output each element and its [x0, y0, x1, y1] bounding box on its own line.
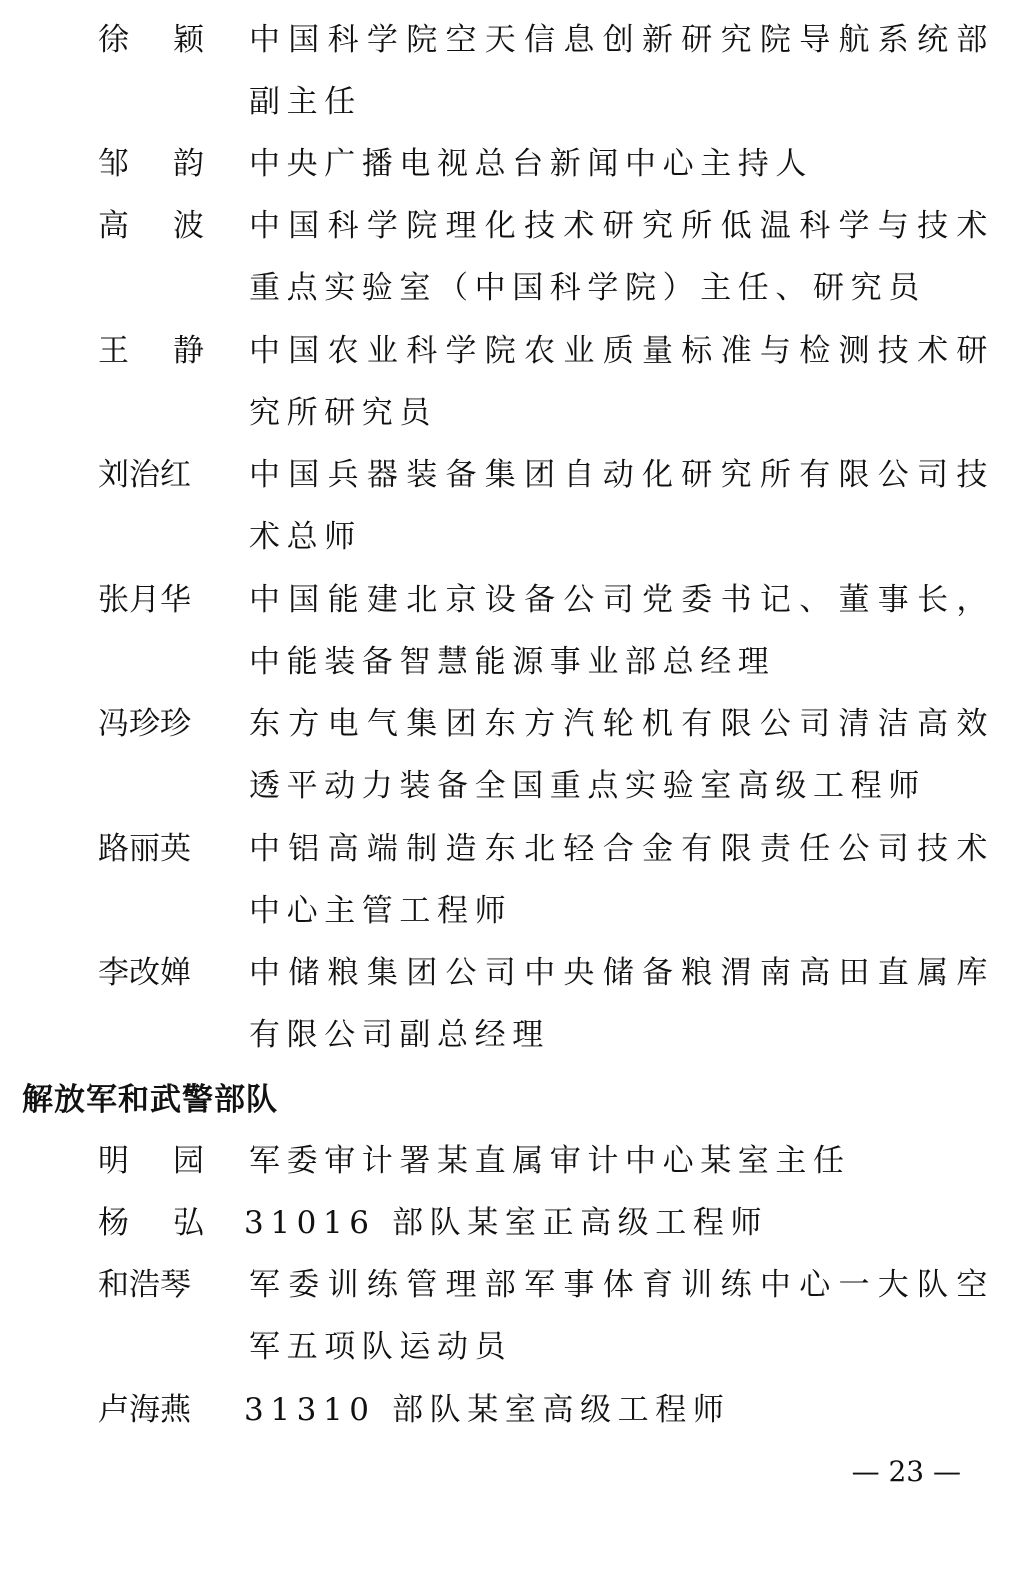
person-name: 徐 颖: [98, 22, 204, 58]
position-description: 中铝高端制造东北轻合金有限责任公司技术中心主管工程师: [249, 831, 994, 929]
person-name: 邹 韵: [98, 146, 204, 182]
position-description: 中国科学院理化技术研究所低温科学与技术重点实验室（中国科学院）主任、研究员: [249, 208, 994, 306]
person-name: 刘治红: [98, 457, 191, 493]
position-description: 军委训练管理部军事体育训练中心一大队空军五项队运动员: [249, 1267, 994, 1365]
position-description: 中储粮集团公司中央储备粮渭南高田直属库有限公司副总经理: [249, 955, 994, 1053]
position-description: 中国科学院空天信息创新研究院导航系统部副主任: [249, 22, 994, 120]
position-description: 军委审计署某直属审计中心某室主任: [249, 1143, 851, 1179]
position-description: 31016 部队某室正高级工程师: [244, 1205, 769, 1241]
person-name: 明 园: [98, 1143, 204, 1179]
person-name: 王 静: [98, 333, 204, 369]
position-description: 中国兵器装备集团自动化研究所有限公司技术总师: [249, 457, 994, 555]
person-name: 杨 弘: [98, 1205, 204, 1241]
section-title: 解放军和武警部队: [22, 1082, 278, 1118]
page-number: — 23 —: [851, 1455, 961, 1488]
person-name: 张月华: [98, 582, 191, 618]
position-description: 东方电气集团东方汽轮机有限公司清洁高效透平动力装备全国重点实验室高级工程师: [249, 706, 994, 804]
person-name: 冯珍珍: [98, 706, 191, 742]
position-description: 中央广播电视总台新闻中心主持人: [249, 146, 813, 182]
position-description: 中国能建北京设备公司党委书记、董事长，中能装备智慧能源事业部总经理: [249, 582, 994, 680]
person-name: 李改婵: [98, 955, 191, 991]
person-name: 和浩琴: [98, 1267, 191, 1303]
person-name: 卢海燕: [98, 1392, 191, 1428]
person-name: 高 波: [98, 208, 204, 244]
position-description: 31310 部队某室高级工程师: [244, 1392, 731, 1428]
person-name: 路丽英: [98, 831, 191, 867]
position-description: 中国农业科学院农业质量标准与检测技术研究所研究员: [249, 333, 994, 431]
